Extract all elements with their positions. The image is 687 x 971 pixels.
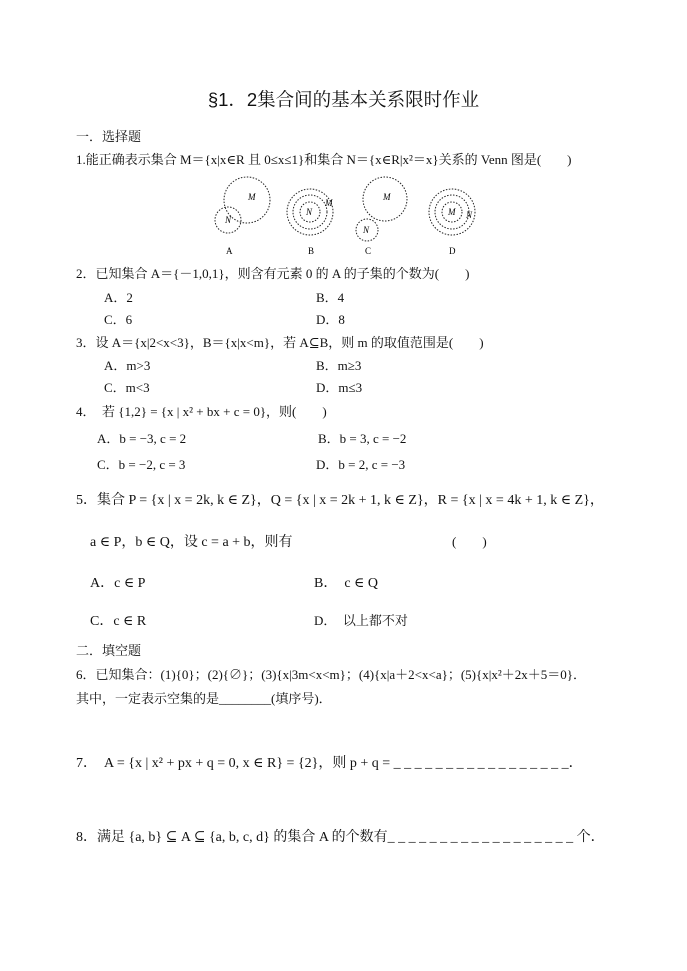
question-3-option-a: A．m>3 bbox=[104, 358, 151, 373]
venn-d-label-m: M bbox=[448, 207, 456, 217]
venn-b-label-m: M bbox=[325, 198, 333, 208]
question-2-option-c: C．6 bbox=[104, 312, 133, 327]
question-4-option-b: B．b = 3, c = −2 bbox=[318, 431, 407, 446]
question-3-option-c: C．m<3 bbox=[104, 380, 150, 395]
venn-b-label-n: N bbox=[306, 207, 313, 217]
venn-label-c: C bbox=[365, 246, 372, 256]
venn-a-label-n: N bbox=[225, 215, 232, 225]
page-title: §1．2集合间的基本关系限时作业 bbox=[207, 89, 480, 110]
question-5-answer-paren: ( ) bbox=[452, 534, 487, 549]
section-heading-fill: 二．填空题 bbox=[76, 643, 142, 658]
venn-a-label-m: M bbox=[248, 192, 256, 202]
question-2-text: 2．已知集合 A＝{－1,0,1}，则含有元素 0 的 A 的子集的个数为( ) bbox=[76, 266, 470, 281]
question-8-text: 8．满足 {a, b} ⊆ A ⊆ {a, b, c, d} 的集合 A 的个数有_ _ _ _ _ _ _ _ _ _ _ _ _ _ _ _ _ _ 个． bbox=[76, 830, 605, 845]
question-3-text: 3．设 A＝{x|2<x<3}，B＝{x|x<m}，若 A⊆B，则 m 的取值范围是( ) bbox=[76, 335, 484, 350]
question-2-option-d: D．8 bbox=[316, 312, 345, 327]
question-4-option-a: A．b = −3, c = 2 bbox=[97, 431, 187, 446]
question-4-option-c: C．b = −2, c = 3 bbox=[97, 457, 186, 472]
question-5-option-b: B． c ∈ Q bbox=[314, 576, 379, 591]
question-5-option-d: D． 以上都不对 bbox=[314, 613, 408, 628]
question-5-option-a: A．c ∈ P bbox=[90, 576, 146, 591]
venn-c-label-n: N bbox=[363, 225, 370, 235]
question-1-text: 1.能正确表示集合 M＝{x|x∈R 且 0≤x≤1}和集合 N＝{x∈R|x²＝x}关系的 Venn 图是( ) bbox=[76, 152, 572, 167]
venn-diagram-a bbox=[215, 177, 270, 256]
venn-diagram-c bbox=[356, 177, 407, 256]
venn-d-label-n: N bbox=[466, 210, 473, 220]
venn-diagram-d bbox=[429, 189, 475, 256]
venn-c-label-m: M bbox=[383, 192, 391, 202]
question-2-option-b: B．4 bbox=[316, 290, 345, 305]
question-4-text: 4． 若 {1,2} = {x | x² + bx + c = 0}，则( ) bbox=[76, 404, 327, 419]
question-5-line-1: 5．集合 P = {x | x = 2k, k ∈ Z}，Q = {x | x = 2k + 1, k ∈ Z}，R = {x | x = 4k + 1, k ∈ Z}， bbox=[76, 493, 604, 508]
question-6-line-1: 6．已知集合：(1){0}；(2){∅}；(3){x|3m<x<m}；(4){x|a＋2<x<a}；(5){x|x²＋2x＋5＝0}． bbox=[76, 667, 586, 682]
question-7-text: 7． A = {x | x² + px + q = 0, x ∈ R} = {2}，则 p + q = _ _ _ _ _ _ _ _ _ _ _ _ _ _ _ _ _． bbox=[76, 756, 583, 771]
question-5-option-c: C．c ∈ R bbox=[90, 614, 147, 629]
venn-diagrams bbox=[200, 172, 490, 260]
question-4-option-d: D．b = 2, c = −3 bbox=[316, 457, 406, 472]
question-2-option-a: A．2 bbox=[104, 290, 133, 305]
venn-diagram-b bbox=[287, 189, 333, 256]
venn-label-d: D bbox=[449, 246, 456, 256]
question-3-option-b: B．m≥3 bbox=[316, 358, 362, 373]
question-5-line-2: a ∈ P，b ∈ Q，设 c = a + b，则有 bbox=[90, 535, 293, 550]
venn-label-a: A bbox=[226, 246, 233, 256]
question-3-option-d: D．m≤3 bbox=[316, 380, 363, 395]
venn-label-b: B bbox=[308, 246, 315, 256]
section-heading-choice: 一．选择题 bbox=[76, 129, 142, 144]
question-6-line-2: 其中，一定表示空集的是________(填序号)． bbox=[76, 691, 332, 706]
